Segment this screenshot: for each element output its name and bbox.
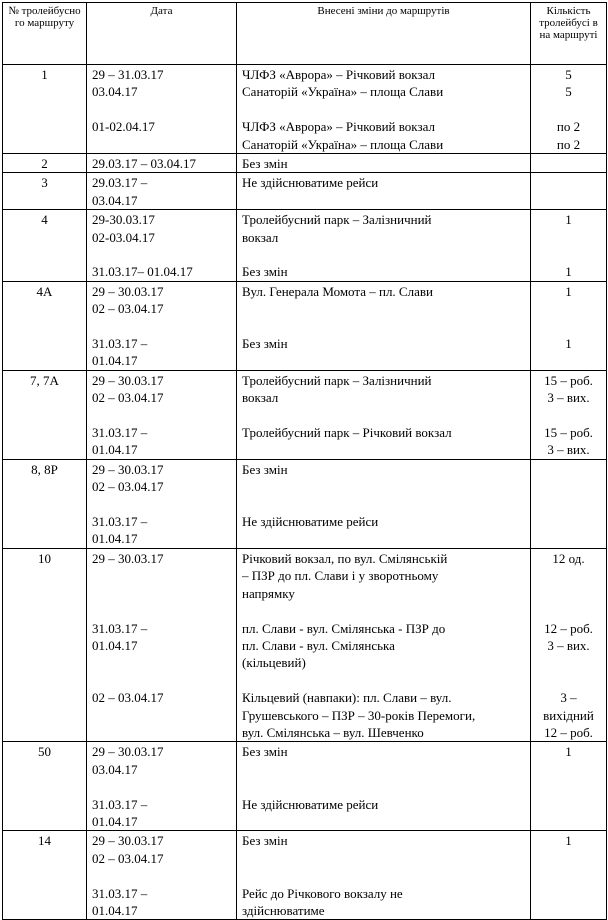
count-cell [531, 831, 607, 920]
group-spacer [92, 246, 231, 263]
group-spacer [533, 602, 604, 619]
count-line: 1 [565, 283, 572, 299]
change-line: пл. Слави - вул. Смілянська - ПЗР до [242, 620, 446, 636]
count-line: 15 – роб. [544, 372, 593, 388]
count-line: 5 [565, 84, 572, 100]
change-line: здійснюватиме [242, 902, 325, 918]
changes-cell [237, 173, 531, 210]
count-line [533, 654, 604, 671]
count-line: по 2 [556, 136, 581, 152]
date-line: 02 – 03.04.17 [92, 850, 164, 866]
change-line: Санаторій «Україна» – площа Слави [242, 136, 444, 152]
date-line [92, 707, 231, 724]
date-line [92, 654, 231, 671]
date-line: 29 – 30.03.17 [92, 283, 164, 299]
change-line: Без змін [242, 336, 288, 352]
date-line [92, 567, 231, 584]
count-line [533, 352, 604, 369]
date-line [92, 724, 231, 741]
change-line: Без змін [242, 264, 288, 280]
date-cell [87, 459, 237, 548]
change-line: Без змін [242, 744, 288, 760]
date-line: 01.04.17 [92, 353, 138, 369]
date-line: 31.03.17 – [92, 885, 148, 901]
change-line: Кільцевий (навпаки): пл. Слави – вул. [242, 690, 452, 706]
count-line: 3 – вих. [547, 442, 590, 458]
change-line [242, 192, 525, 209]
count-line [533, 796, 604, 813]
change-line: Не здійснюватиме рейси [242, 514, 379, 530]
group-spacer [533, 318, 604, 335]
date-cell [87, 210, 237, 282]
change-line: (кільцевий) [242, 655, 306, 671]
count-line [533, 885, 604, 902]
date-cell [87, 370, 237, 459]
date-line: 29.03.17 – [92, 175, 148, 191]
count-line: 3 – вих. [547, 637, 590, 653]
group-spacer [242, 101, 525, 118]
change-line: вул. Смілянська – вул. Шевченко [242, 724, 424, 740]
group-spacer [92, 778, 231, 795]
count-line [533, 567, 604, 584]
count-cell [531, 173, 607, 210]
count-line: 1 [565, 336, 572, 352]
count-line [533, 513, 604, 530]
table-row [3, 831, 607, 920]
count-line [533, 902, 604, 919]
table-row [3, 742, 607, 831]
date-line: 31.03.17 – [92, 796, 148, 812]
change-line [242, 813, 525, 830]
group-spacer [533, 496, 604, 513]
count-cell [531, 65, 607, 154]
group-spacer [533, 407, 604, 424]
count-line: 1 [565, 744, 572, 760]
change-line: ЧЛФЗ «Аврора» – Річковий вокзал [242, 67, 435, 82]
count-line: 1 [565, 212, 572, 228]
date-cell [87, 173, 237, 210]
route-number: 4 [3, 210, 87, 282]
date-line: 01.04.17 [92, 531, 138, 547]
date-cell [87, 742, 237, 831]
change-line: Не здійснюватиме рейси [242, 796, 379, 812]
header-count: Кількість тролейбусі в на маршруті [531, 3, 607, 65]
date-line: 02 – 03.04.17 [92, 479, 164, 495]
date-cell [87, 65, 237, 154]
group-spacer [92, 602, 231, 619]
date-cell [87, 281, 237, 370]
header-row [3, 3, 607, 65]
header-changes: Внесені зміни до маршрутів [237, 3, 531, 65]
table-body [3, 65, 607, 920]
date-cell [87, 548, 237, 741]
change-line: Рейс до Річкового вокзалу не [242, 885, 403, 901]
route-number: 8, 8Р [3, 459, 87, 548]
group-spacer [533, 101, 604, 118]
table-row [3, 548, 607, 741]
count-line [533, 192, 604, 209]
route-number: 3 [3, 173, 87, 210]
route-number: 10 [3, 548, 87, 741]
changes-cell [237, 154, 531, 173]
date-line: 29 – 30.03.17 [92, 461, 164, 477]
change-line: напрямку [242, 585, 295, 601]
date-line: 03.04.17 [92, 192, 138, 208]
changes-cell [237, 459, 531, 548]
group-spacer [533, 246, 604, 263]
date-line: 01.04.17 [92, 442, 138, 458]
header-route-number: № тролейбусно го маршруту [3, 3, 87, 65]
table-row [3, 370, 607, 459]
count-line: 5 [565, 67, 572, 82]
change-line [242, 441, 525, 458]
date-line: 31.03.17 – [92, 620, 148, 636]
route-number: 50 [3, 742, 87, 831]
count-line [533, 461, 604, 478]
count-line: 12 од. [552, 550, 585, 566]
group-spacer [242, 246, 525, 263]
group-spacer [92, 407, 231, 424]
change-line: ЧЛФЗ «Аврора» – Річковий вокзал [242, 119, 435, 135]
date-cell [87, 831, 237, 920]
count-line [533, 761, 604, 778]
change-line: вокзал [242, 229, 279, 245]
date-line: 29 – 30.03.17 [92, 372, 164, 388]
route-number: 4А [3, 281, 87, 370]
count-line: 1 [565, 264, 572, 280]
table-row [3, 459, 607, 548]
change-line: вокзал [242, 390, 279, 406]
date-line: 29-30.03.17 [92, 212, 155, 228]
count-cell [531, 459, 607, 548]
date-line: 29.03.17 – 03.04.17 [92, 156, 196, 172]
change-line [242, 352, 525, 369]
route-number: 7, 7А [3, 370, 87, 459]
date-line: 29 – 31.03.17 [92, 67, 164, 82]
change-line: Вул. Генерала Момота – пл. Слави [242, 283, 433, 299]
date-line: 31.03.17 – [92, 336, 148, 352]
group-spacer [92, 496, 231, 513]
date-line: 01-02.04.17 [92, 119, 155, 135]
group-spacer [242, 407, 525, 424]
change-line: Санаторій «Україна» – площа Слави [242, 84, 444, 100]
count-cell [531, 154, 607, 173]
group-spacer [242, 867, 525, 884]
change-line [242, 850, 525, 867]
date-cell [87, 154, 237, 173]
count-line [533, 478, 604, 495]
count-cell [531, 210, 607, 282]
route-number: 2 [3, 154, 87, 173]
changes-cell [237, 742, 531, 831]
group-spacer [92, 672, 231, 689]
count-line: 1 [565, 833, 572, 849]
date-line: 01.04.17 [92, 637, 138, 653]
change-line: Без змін [242, 461, 288, 477]
date-line: 01.04.17 [92, 902, 138, 918]
date-line: 03.04.17 [92, 761, 138, 777]
date-line: 31.03.17 – [92, 425, 148, 441]
count-cell [531, 370, 607, 459]
count-line [533, 229, 604, 246]
count-line: 3 – вих. [547, 390, 590, 406]
change-line [242, 530, 525, 547]
change-line: Без змін [242, 156, 288, 172]
change-line [242, 300, 525, 317]
date-line [92, 585, 231, 602]
group-spacer [242, 602, 525, 619]
count-cell [531, 548, 607, 741]
change-line [242, 478, 525, 495]
change-line: Тролейбусний парк – Залізничний [242, 212, 432, 228]
changes-cell [237, 370, 531, 459]
date-line: 02 – 03.04.17 [92, 390, 164, 406]
count-line: по 2 [556, 119, 581, 135]
group-spacer [533, 867, 604, 884]
route-number: 1 [3, 65, 87, 154]
changes-cell [237, 281, 531, 370]
changes-cell [237, 65, 531, 154]
date-line: 02-03.04.17 [92, 229, 155, 245]
count-line: 12 – роб. [544, 724, 593, 740]
change-line: Грушевського – ПЗР – 30-років Перемоги, [242, 707, 476, 723]
count-cell [531, 742, 607, 831]
group-spacer [92, 101, 231, 118]
change-line [242, 761, 525, 778]
group-spacer [242, 672, 525, 689]
group-spacer [92, 867, 231, 884]
group-spacer [533, 778, 604, 795]
table-row [3, 210, 607, 282]
date-line: 03.04.17 [92, 84, 138, 100]
change-line: Тролейбусний парк – Залізничний [242, 372, 432, 388]
count-line: 15 – роб. [544, 425, 593, 441]
group-spacer [242, 778, 525, 795]
count-line: 3 – [560, 690, 577, 706]
count-line [533, 850, 604, 867]
count-line [533, 174, 604, 191]
header-date: Дата [87, 3, 237, 65]
change-line: Річковий вокзал, по вул. Смілянській [242, 550, 448, 566]
date-line: 29 – 30.03.17 [92, 833, 164, 849]
group-spacer [92, 318, 231, 335]
group-spacer [533, 672, 604, 689]
table-row [3, 154, 607, 173]
change-line: Тролейбусний парк – Річковий вокзал [242, 425, 452, 441]
change-line: – ПЗР до пл. Слави і у зворотньому [242, 568, 439, 584]
route-number: 14 [3, 831, 87, 920]
date-line: 29 – 30.03.17 [92, 550, 164, 566]
count-line [533, 585, 604, 602]
count-line [533, 155, 604, 172]
count-line: 12 – роб. [544, 620, 593, 636]
date-line: 31.03.17 – [92, 514, 148, 530]
count-line [533, 530, 604, 547]
date-line: 02 – 03.04.17 [92, 301, 164, 317]
changes-cell [237, 548, 531, 741]
changes-cell [237, 831, 531, 920]
date-line: 31.03.17– 01.04.17 [92, 264, 193, 280]
table-row [3, 281, 607, 370]
table-row [3, 65, 607, 154]
count-line [533, 300, 604, 317]
count-cell [531, 281, 607, 370]
table-row [3, 173, 607, 210]
change-line: Не здійснюватиме рейси [242, 175, 379, 191]
route-changes-table [2, 2, 607, 920]
date-line: 29 – 30.03.17 [92, 744, 164, 760]
count-line [533, 813, 604, 830]
count-line: вихідний [543, 707, 594, 723]
date-line [92, 136, 231, 153]
change-line: Без змін [242, 833, 288, 849]
date-line: 02 – 03.04.17 [92, 690, 164, 706]
date-line: 01.04.17 [92, 813, 138, 829]
change-line: пл. Слави - вул. Смілянська [242, 637, 395, 653]
group-spacer [242, 318, 525, 335]
changes-cell [237, 210, 531, 282]
group-spacer [242, 496, 525, 513]
